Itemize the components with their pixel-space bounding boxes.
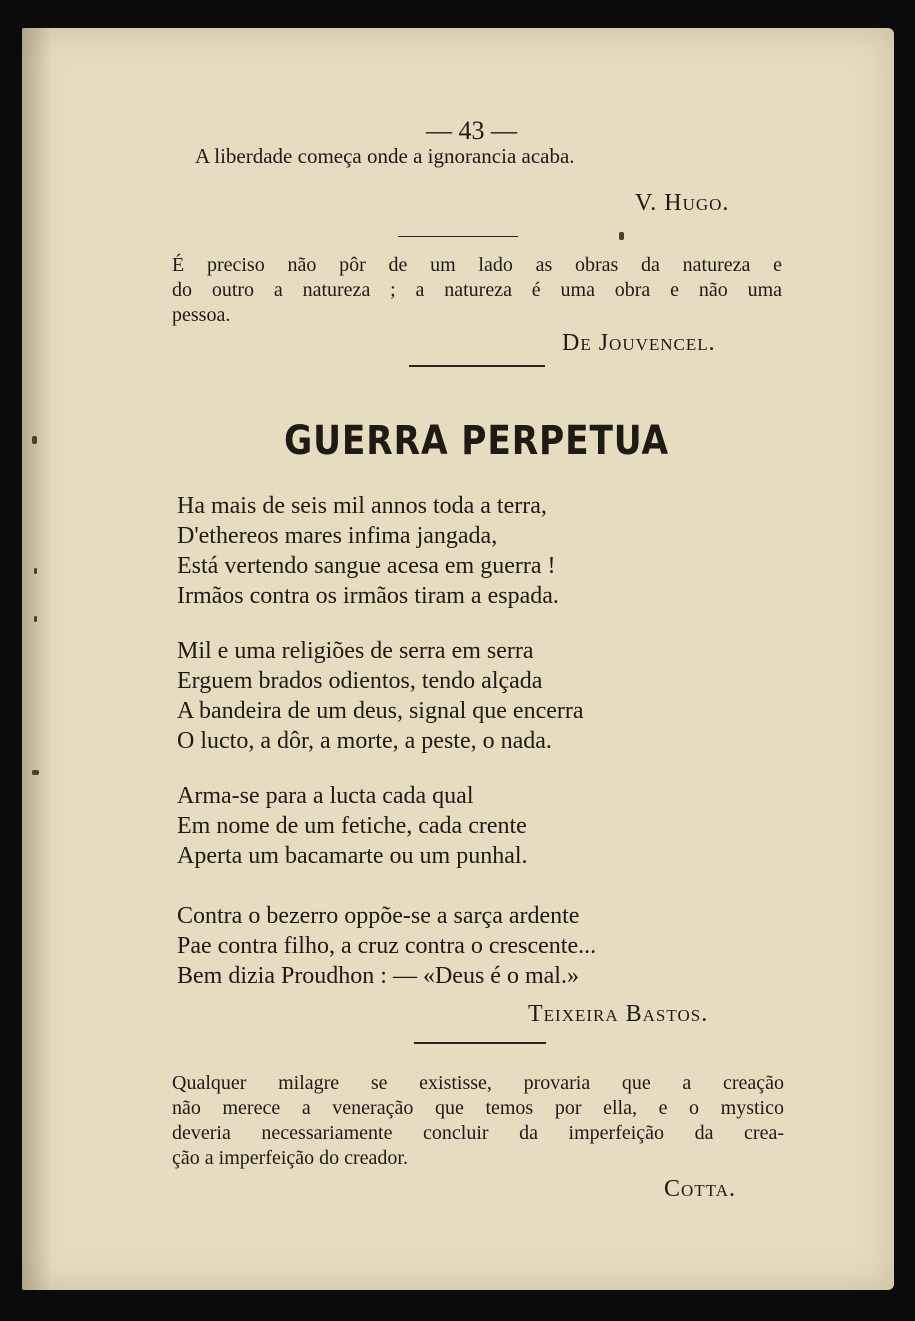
poem-line: A bandeira de um deus, signal que encerra: [177, 698, 584, 724]
poem-line: Pae contra filho, a cruz contra o crescente...: [177, 933, 597, 959]
poem-stanza-4: [177, 901, 596, 991]
separator-rule-1: [398, 236, 518, 237]
ink-dot: [619, 232, 624, 240]
poem-line: Arma-se para a lucta cada qual: [177, 783, 474, 809]
quote-1-text: A liberdade começa onde a ignorancia acaba.: [195, 144, 575, 168]
margin-mark: [34, 568, 37, 574]
quote-2-line: pessoa.: [172, 304, 231, 326]
margin-mark: [32, 770, 39, 775]
quote-3-line: ção a imperfeição do creador.: [172, 1147, 408, 1169]
poem-line: Erguem brados odientos, tendo alçada: [177, 668, 543, 694]
poem-line: Em nome de um fetiche, cada crente: [177, 813, 527, 839]
quote-2-line: É preciso não pôr de um lado as obras da natureza e: [172, 254, 782, 276]
poem-line: Aperta um bacamarte ou um punhal.: [177, 843, 528, 869]
poem-line: O lucto, a dôr, a morte, a peste, o nada.: [177, 728, 552, 754]
poem-line: Mil e uma religiões de serra em serra: [177, 638, 534, 664]
quote-3-line: Qualquer milagre se existisse, provaria que a creação: [172, 1072, 784, 1094]
poem-title: GUERRA PERPETUA: [284, 418, 670, 464]
poem-line: Está vertendo sangue acesa em guerra !: [177, 553, 556, 579]
poem-line: D'ethereos mares infima jangada,: [177, 523, 498, 549]
poem-stanza-2: [177, 636, 584, 756]
quote-3-line: deveria necessariamente concluir da imperfeição da crea-: [172, 1122, 784, 1144]
poem-line: Bem dizia Proudhon : — «Deus é o mal.»: [177, 963, 579, 989]
quote-1-author: V. Hugo.: [635, 190, 730, 216]
quote-2-author: De Jouvencel.: [562, 330, 716, 356]
quote-2-text: [172, 253, 782, 328]
poem-stanza-1: [177, 491, 559, 611]
book-page: [22, 28, 894, 1290]
margin-mark: [34, 616, 37, 622]
margin-mark: [32, 436, 37, 444]
quote-2-line: do outro a natureza ; a natureza é uma obra e não uma: [172, 279, 782, 301]
poem-stanza-3: [177, 781, 528, 871]
quote-3-text: [172, 1071, 784, 1171]
quote-3-line: não merece a veneração que temos por ella, e o mystico: [172, 1097, 784, 1119]
quote-3-author: Cotta.: [664, 1176, 736, 1202]
poem-line: Irmãos contra os irmãos tiram a espada.: [177, 583, 559, 609]
poem-author: Teixeira Bastos.: [528, 1001, 709, 1027]
separator-rule-3: [414, 1042, 546, 1044]
separator-rule-2: [409, 365, 545, 367]
poem-line: Contra o bezerro oppõe-se a sarça ardente: [177, 903, 580, 929]
poem-line: Ha mais de seis mil annos toda a terra,: [177, 493, 547, 519]
page-number: — 43 —: [426, 116, 517, 145]
